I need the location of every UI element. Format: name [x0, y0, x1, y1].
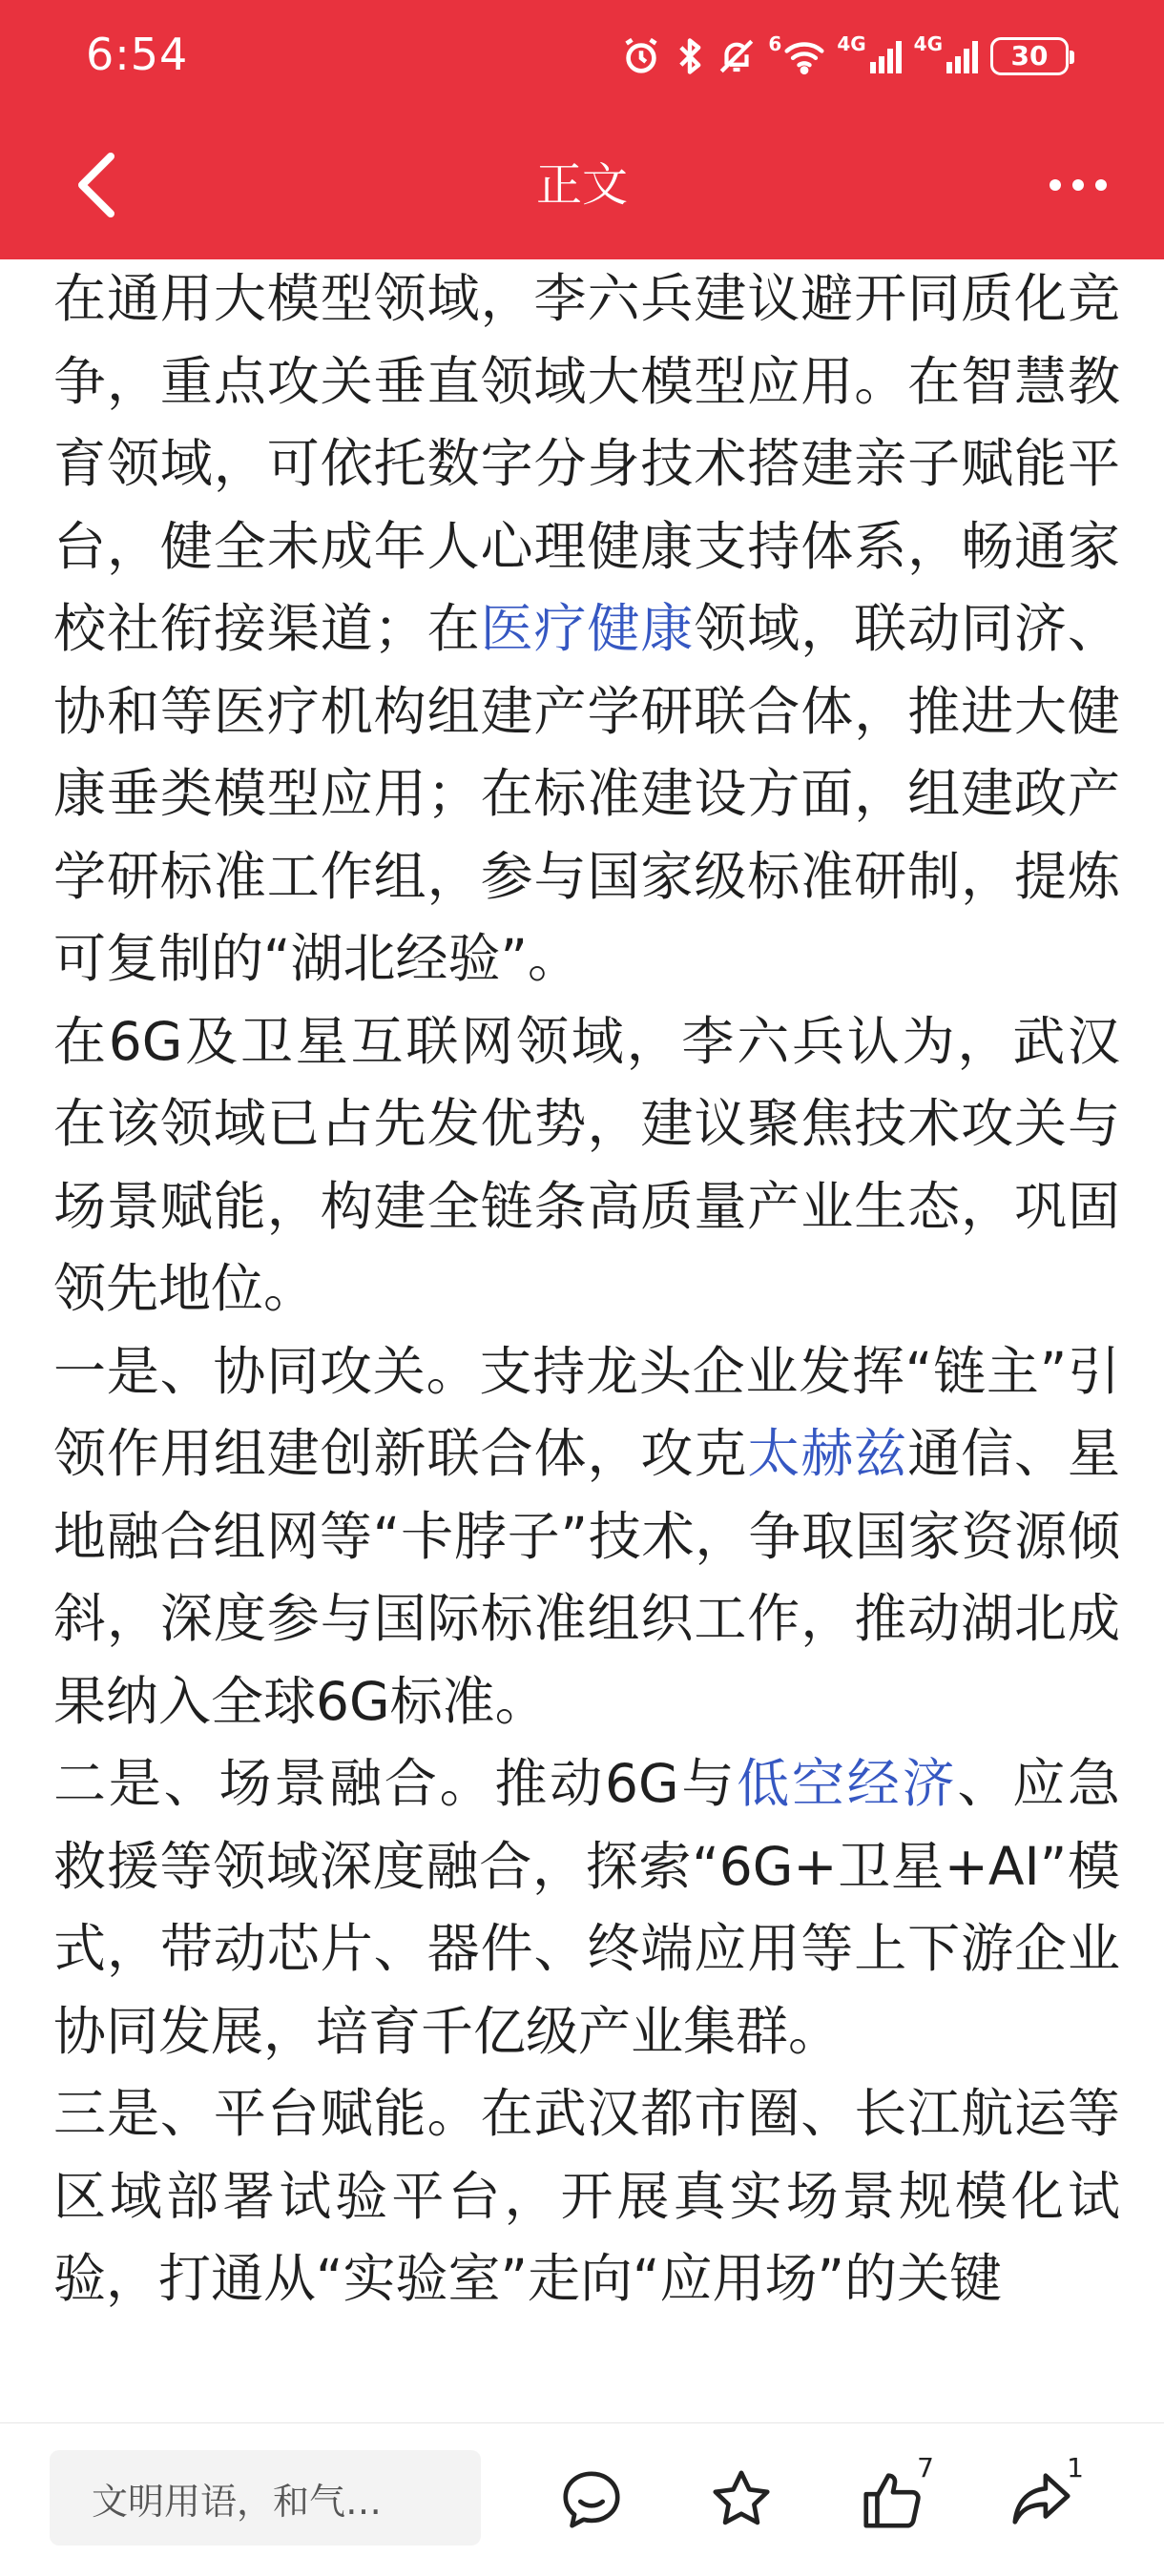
- mute-bell-icon: [717, 31, 757, 82]
- text-segment: 通信、星地融合组网等“卡脖子”技术，争取国家资源倾斜，深度参与国际标准组织工作，推动湖北成果纳入全球6G标准。: [53, 1423, 1120, 1732]
- comment-icon: [558, 2466, 625, 2533]
- text-segment: 在通用大模型领域，李六兵建议避开同质化竞争，重点攻关垂直领域大模型应用。在智慧教育领域，可依托数字分身技术搭建亲子赋能平台，健全未成年人心理健康支持体系，畅通家校社衔接渠道；在: [53, 268, 1120, 659]
- comment-button[interactable]: [544, 2462, 639, 2538]
- comment-input[interactable]: [50, 2450, 481, 2545]
- signal-2-icon: [914, 31, 979, 82]
- favorite-button[interactable]: [694, 2462, 789, 2538]
- text-segment: 在6G及卫星互联网领域，李六兵认为，武汉在该领域已占先发优势，建议聚焦技术攻关与场景赋能，构建全链条高质量产业生态，巩固领先地位。: [53, 1010, 1120, 1319]
- text-segment: 一是、协同攻关。支持龙头企业发挥“链主”引领作用组建创新联合体，攻克: [53, 1340, 1120, 1484]
- more-horizontal-icon: [1048, 177, 1109, 193]
- text-segment: 二是、场景融合。推动6G与: [53, 1753, 738, 1814]
- keyword-link-low-altitude-economy[interactable]: 低空经济: [737, 1753, 958, 1814]
- article-paragraph: [53, 1330, 1120, 1743]
- share-count: 1: [1067, 2452, 1084, 2483]
- article-body: [53, 258, 1120, 2422]
- more-button[interactable]: [1030, 147, 1126, 223]
- bottom-action-bar: [0, 2422, 1164, 2576]
- status-time: 6:54: [86, 29, 189, 80]
- battery-level: 30: [990, 37, 1069, 75]
- article-paragraph: [53, 1742, 1120, 2072]
- top-bar: [0, 0, 1164, 259]
- text-segment: 三是、平台赋能。在武汉都市圈、长江航运等区域部署试验平台，开展真实场景规模化试验，打通从“实验室”走向“应用场”的关键: [53, 2083, 1120, 2309]
- text-segment: 、应急救援等领域深度融合，探索“6G+卫星+AI”模式，带动芯片、器件、终端应用等上下游企业协同发展，培育千亿级产业集群。: [53, 1753, 1120, 2062]
- header: [0, 124, 1164, 248]
- article-paragraph: [53, 1000, 1120, 1330]
- status-bar: [0, 0, 1164, 114]
- like-button[interactable]: [844, 2452, 940, 2538]
- page-title: 正文: [535, 158, 628, 212]
- article-paragraph: [53, 2072, 1120, 2320]
- share-button[interactable]: [994, 2452, 1090, 2538]
- battery-icon: [990, 31, 1069, 82]
- network-2-label: 4G: [913, 32, 943, 55]
- network-1-label: 4G: [837, 32, 866, 55]
- signal-1-icon: [837, 31, 902, 82]
- comment-placeholder: 文明用语，和气…: [92, 2480, 383, 2523]
- bluetooth-icon: [675, 31, 705, 82]
- keyword-link-medical-health[interactable]: 医疗健康: [480, 598, 695, 659]
- wifi-label: 6: [768, 32, 782, 55]
- alarm-icon: [619, 31, 663, 82]
- article-paragraph: [53, 258, 1120, 1000]
- star-icon: [708, 2466, 775, 2533]
- text-segment: 领域，联动同济、协和等医疗机构组建产学研联合体，推进大健康垂类模型应用；在标准建设方面，组建政产学研标准工作组，参与国家级标准研制，提炼可复制的“湖北经验”。: [53, 598, 1120, 989]
- keyword-link-terahertz[interactable]: 太赫兹: [747, 1423, 908, 1484]
- like-count: 7: [917, 2452, 934, 2483]
- thumbs-up-icon: [859, 2466, 925, 2533]
- wifi-icon: [768, 31, 825, 82]
- status-icons: [619, 31, 1069, 82]
